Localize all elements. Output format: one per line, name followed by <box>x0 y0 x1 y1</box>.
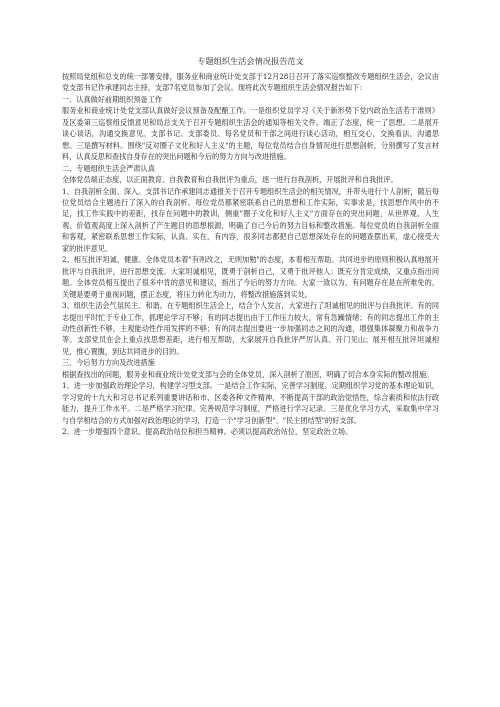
body-paragraph: 1、自我剖析全面、深入。支部书记作承建同志通报关于召开专题组织生活会的相关情况，并带头进行个人剖析，随后每位党员结合主题进行了深入的自我剖析。每位党员都紧密联系自己的思想和工作实际，实事求是，找思想作风中的不足，找工作实践中的差距，找存在问题中的教训，侧重"圈子文化和好人主义"方面存在的突出问题，从世界观、人生观、价值观高度上深入剖析了产生题目的思想根源，明确了自己今后的努力目标和整改措施。每位党员的自我剖析全面和客观，紧密联系思想工作实际，认真、实在，有内容，很多同志都把自己思想深处存在的问题查摆出来，虚心接受大家的批评意见。 <box>62 186 439 253</box>
document-title: 专题组织生活会情况报告范文 <box>197 56 304 66</box>
body-paragraph: 2、进一步增强四个意识。提高政治站位和担当精神。必须以提高政治站位，坚定政治立场。 <box>62 427 353 437</box>
body-paragraph: 全体党员端正态度，以正面教育、自我教育和自我批评为重点，逐一进行自我剖析，开展批评和自我批评。 <box>62 175 398 185</box>
section-heading-3: 三、今后努力方向及改进措施 <box>62 358 155 368</box>
document-body <box>62 71 439 438</box>
body-paragraph: 服务业和商业统计处党支部认真做好会议预备及配酿工作。一是组织党员学习《关于新形势下党内政治生活若干准则》及区委第三巡察组反馈意见和局总支关于召开专题组织生活会的通知等相关文件，端正了态度，统一了思想。二是展开谈心谈话，沟通交换意见。支部书记、支部委员、每名党员和干部之间进行谈心活动，相互交心，交换看法，沟通思想。三是撰写材料。围绕"反对圈子文化和好人主义"的主题，每位党员结合自身情况进行思想剖析，分别撰写了发言材料，认真反思和查找自身存在的突出问题和今后的努力方向与改进措施。 <box>62 106 439 162</box>
section-heading-2: 二、专题组织生活会严肃认真 <box>62 163 155 173</box>
body-paragraph: 1、进一步加强政治理论学习，构建学习型支部。一是结合工作实际，完善学习制度。定期组织学习党的基本理论知识，学习党的十九大和习总书记系列重要讲话和市、区委各种文件精神，不断提高干部的政治觉悟性，综合素质和依法行政能力，提升工作水平。二是严格学习纪律。完善规范学习制度，严格进行学习记录。三是优化学习方式，采取集中学习与自学相结合的方式加强对政治理论的学习，打造一个"学习创新型"、"民主团结型"的好支部。 <box>62 381 439 425</box>
section-heading-1: 一、认真做好前期组织预备工作 <box>62 94 162 104</box>
body-paragraph: 3、组织生活会气氛民主、和谐。在专题组织生活会上，结合个人发言，大家进行了坦诚相见的批评与自我批评。有的同志提出平时忙于专业工作，抓理论学习不够；有的同志提出由于工作压力较大，常有急躁情绪；有的同志提出工作的主动性创新性不够，主观能动性作用发挥的不够；有的同志提出要进一步加强同志之间的沟通，增强集体凝聚力和战争力等。支部党员在会上重点找思想差距，进行相互帮助，大家展开自我批评严厉认真、开门见山；展开相互批评坦诚相见，推心置腹，到达共同进步的目的。 <box>62 301 439 356</box>
intro-paragraph: 按照局党组和总支的统一部署安排，服务业和商业统计处支部于12月28日召开了落实巡察整改专题组织生活会，会议由党支部书记作承建同志主持，支部7名党员参加了会议。现将此次专题组织生活会情况报告如下： <box>62 72 439 93</box>
body-paragraph: 2、相互批评坦诚、健康。全体党员本着"有则改之，无则加勉"的态度，本着相互帮助、共同进步的原则积极认真地展开批评与自我批评，进行思想交流。大家坦诚相见，既勇于剖析自己，又勇于批评他人；既充分肯定成绩，又重点指出问题。全体党员相互提出了很多中肯的意见和建议，指出了今后的努力方向。大家一致以为，有问题存在是在所难免的，关键是要勇于重视问题，摆正态度，将压力转化为动力，将整改措施落到实处。 <box>62 255 439 299</box>
body-paragraph: 根据查找出的问题，服务业和商业统计处党支部与会的全体党员，深入剖析了原因，明确了切合本身实际的整改措施。 <box>62 369 434 379</box>
